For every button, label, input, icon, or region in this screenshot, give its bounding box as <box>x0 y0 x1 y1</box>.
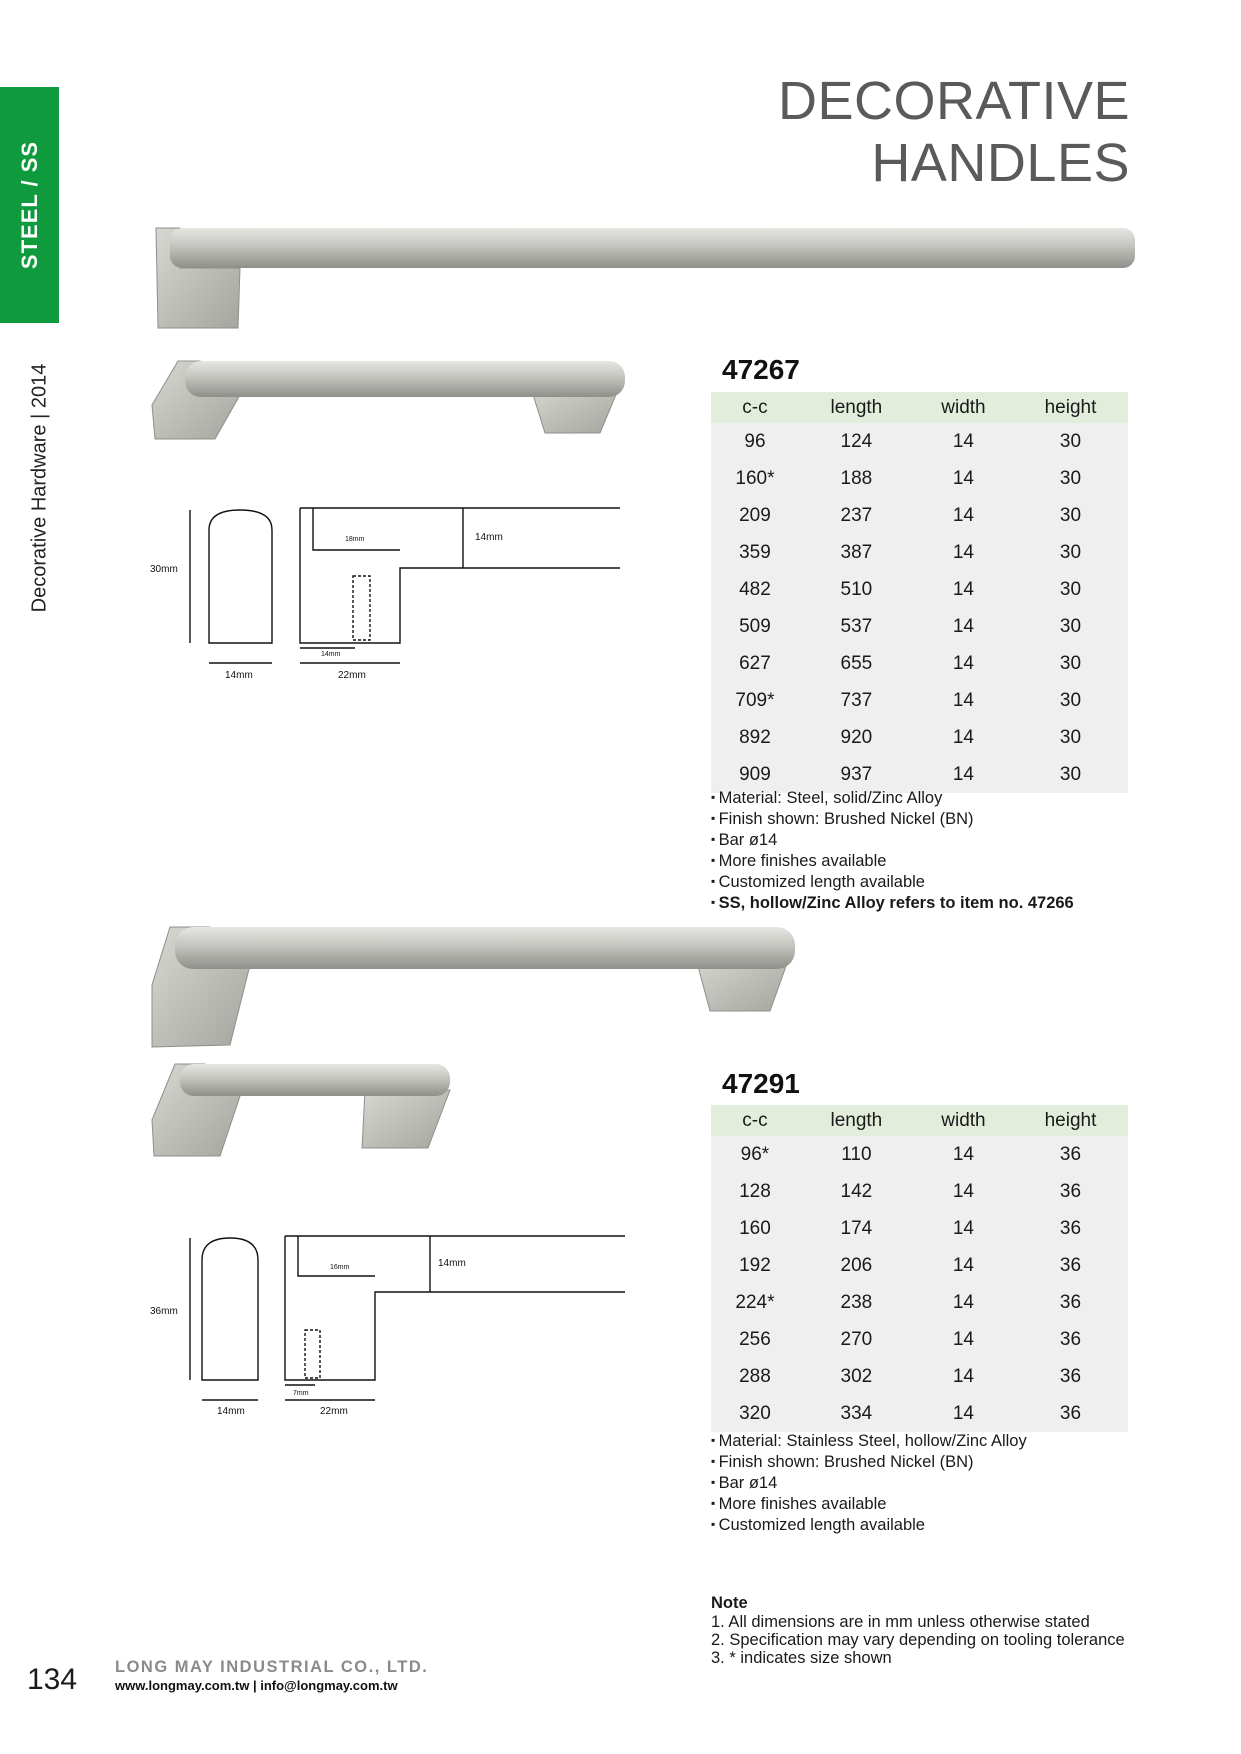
table-cell: 36 <box>1059 1180 1082 1202</box>
table-cell: 128 <box>739 1180 771 1202</box>
technical-drawing-47267 <box>145 500 625 690</box>
table-header-row <box>711 392 1128 423</box>
table-cell: 142 <box>840 1180 873 1202</box>
table-cell: 14 <box>952 504 974 526</box>
table-row <box>711 719 1128 756</box>
feature-item: ▪ Finish shown: Brushed Nickel (BN) <box>711 1451 1027 1472</box>
table-row <box>711 423 1128 460</box>
table-row <box>711 571 1128 608</box>
table-cell: 14 <box>952 1402 974 1424</box>
table-cell: 14 <box>952 1180 974 1202</box>
table-cell: 14 <box>952 1143 974 1165</box>
spec-table-47267 <box>711 392 1128 793</box>
note-line: 2. Specification may vary depending on tooling tolerance <box>711 1631 1125 1649</box>
table-cell: 124 <box>840 430 873 452</box>
note-title: Note <box>711 1594 748 1612</box>
table-row <box>711 1247 1128 1284</box>
drawing-height-label: 36mm <box>150 1306 178 1317</box>
table-cell: 224* <box>735 1291 775 1313</box>
table-cell: 334 <box>840 1402 873 1424</box>
table-row <box>711 460 1128 497</box>
table-cell: 36 <box>1059 1402 1082 1424</box>
drawing-bar-label: 14mm <box>217 1406 245 1417</box>
catalog-caption-text: Decorative Hardware | 2014 <box>28 363 50 612</box>
table-cell: 482 <box>739 578 771 600</box>
product-photo-handle-47291 <box>150 1060 460 1160</box>
table-cell: 359 <box>739 541 771 563</box>
drawing-height-label: 30mm <box>150 564 178 575</box>
table-row <box>711 534 1128 571</box>
spec-table-47291 <box>711 1105 1128 1432</box>
column-header: c-c <box>711 392 799 423</box>
feature-item: ▪ Customized length available <box>711 871 1074 892</box>
table-cell: 238 <box>840 1291 873 1313</box>
table-cell: 30 <box>1059 615 1082 637</box>
table-cell: 96* <box>740 1143 770 1165</box>
table-cell: 302 <box>840 1365 873 1387</box>
table-cell: 14 <box>952 1291 974 1313</box>
table-cell: 387 <box>840 541 873 563</box>
table-cell: 36 <box>1059 1365 1082 1387</box>
table-row <box>711 1395 1128 1432</box>
table-header-row <box>711 1105 1128 1136</box>
table-cell: 510 <box>840 578 873 600</box>
drawing-bar-offset-label: 18mm <box>345 536 365 543</box>
table-cell: 14 <box>952 763 974 785</box>
catalog-caption <box>10 355 69 620</box>
column-header: c-c <box>711 1105 799 1136</box>
table-cell: 892 <box>739 726 771 748</box>
table-cell: 30 <box>1059 763 1082 785</box>
table-cell: 188 <box>840 467 873 489</box>
table-row <box>711 1284 1128 1321</box>
feature-item: ▪ Material: Steel, solid/Zinc Alloy <box>711 787 1074 808</box>
table-cell: 14 <box>952 1254 974 1276</box>
table-cell: 14 <box>952 578 974 600</box>
product-id: 47267 <box>722 354 800 385</box>
drawing-base-label: 22mm <box>320 1406 348 1417</box>
table-cell: 320 <box>739 1402 771 1424</box>
table-cell: 14 <box>952 467 974 489</box>
feature-item-reference: ▪ SS, hollow/Zinc Alloy refers to item no. 47266 <box>711 892 1074 913</box>
feature-item: ▪ Bar ø14 <box>711 829 1074 850</box>
company-name: LONG MAY INDUSTRIAL CO., LTD. <box>115 1658 429 1676</box>
table-row <box>711 1136 1128 1173</box>
table-cell: 36 <box>1059 1328 1082 1350</box>
section-tab <box>0 87 59 323</box>
table-row <box>711 497 1128 534</box>
table-cell: 627 <box>739 652 771 674</box>
table-cell: 14 <box>952 652 974 674</box>
section-tab-label: STEEL / SS <box>16 140 42 270</box>
table-cell: 256 <box>739 1328 771 1350</box>
table-cell: 30 <box>1059 430 1082 452</box>
table-cell: 30 <box>1059 541 1082 563</box>
table-cell: 36 <box>1059 1143 1082 1165</box>
drawing-foot-label: 14mm <box>321 651 341 658</box>
drawing-bar-offset-label: 16mm <box>330 1264 350 1271</box>
table-cell: 655 <box>840 652 873 674</box>
table-row <box>711 1321 1128 1358</box>
column-header: height <box>1013 392 1128 423</box>
feature-item: ▪ More finishes available <box>711 1493 1027 1514</box>
table-cell: 206 <box>840 1254 873 1276</box>
feature-list-47267 <box>711 787 1074 913</box>
feature-item: ▪ Bar ø14 <box>711 1472 1027 1493</box>
table-cell: 14 <box>952 1217 974 1239</box>
table-cell: 192 <box>739 1254 771 1276</box>
company-contact: www.longmay.com.tw | info@longmay.com.tw <box>115 1678 398 1693</box>
table-cell: 174 <box>840 1217 873 1239</box>
table-cell: 14 <box>952 541 974 563</box>
product-photo-long-handle-47291 <box>150 925 800 1050</box>
column-header: width <box>914 392 1013 423</box>
product-photo-long-handle-47267 <box>150 220 1135 330</box>
table-cell: 30 <box>1059 504 1082 526</box>
feature-item: ▪ Material: Stainless Steel, hollow/Zinc Alloy <box>711 1430 1027 1451</box>
table-cell: 288 <box>739 1365 771 1387</box>
table-cell: 96 <box>744 430 766 452</box>
product-photo-handle-47267 <box>150 355 630 445</box>
table-cell: 937 <box>840 763 873 785</box>
table-cell: 110 <box>841 1143 872 1165</box>
table-cell: 209 <box>739 504 771 526</box>
note-block <box>711 1594 1125 1667</box>
table-cell: 36 <box>1059 1254 1082 1276</box>
table-cell: 30 <box>1059 689 1082 711</box>
column-header: height <box>1013 1105 1128 1136</box>
table-row <box>711 1173 1128 1210</box>
table-cell: 920 <box>840 726 873 748</box>
table-cell: 509 <box>739 615 771 637</box>
table-cell: 36 <box>1059 1291 1082 1313</box>
column-header: width <box>914 1105 1013 1136</box>
table-row <box>711 608 1128 645</box>
table-cell: 270 <box>840 1328 873 1350</box>
table-cell: 160* <box>735 467 775 489</box>
table-cell: 14 <box>952 689 974 711</box>
table-cell: 14 <box>952 430 974 452</box>
table-cell: 14 <box>952 726 974 748</box>
drawing-base-label: 22mm <box>338 670 366 681</box>
drawing-depth-label: 14mm <box>438 1258 466 1269</box>
feature-item: ▪ Customized length available <box>711 1514 1027 1535</box>
table-row <box>711 682 1128 719</box>
page-number: 134 <box>27 1663 78 1696</box>
drawing-depth-label: 14mm <box>475 532 503 543</box>
table-cell: 14 <box>952 1328 974 1350</box>
feature-item: ▪ More finishes available <box>711 850 1074 871</box>
table-cell: 30 <box>1059 726 1082 748</box>
feature-item: ▪ Finish shown: Brushed Nickel (BN) <box>711 808 1074 829</box>
table-cell: 160 <box>739 1217 771 1239</box>
table-cell: 14 <box>952 615 974 637</box>
note-line: 3. * indicates size shown <box>711 1649 892 1667</box>
table-cell: 537 <box>840 615 873 637</box>
technical-drawing-47291 <box>145 1230 625 1420</box>
drawing-foot-label: 7mm <box>293 1390 309 1397</box>
drawing-bar-label: 14mm <box>225 670 253 681</box>
table-cell: 909 <box>739 763 771 785</box>
table-row <box>711 1358 1128 1395</box>
feature-list-47291 <box>711 1430 1027 1535</box>
table-cell: 737 <box>840 689 873 711</box>
table-cell: 30 <box>1059 467 1082 489</box>
product-id: 47291 <box>722 1068 800 1099</box>
note-line: 1. All dimensions are in mm unless otherwise stated <box>711 1613 1090 1631</box>
column-header: length <box>799 392 914 423</box>
table-cell: 30 <box>1059 652 1082 674</box>
table-cell: 14 <box>952 1365 974 1387</box>
table-cell: 237 <box>840 504 873 526</box>
page-title: DECORATIVE HANDLES <box>777 71 1130 193</box>
table-cell: 709* <box>735 689 775 711</box>
table-cell: 30 <box>1059 578 1082 600</box>
column-header: length <box>799 1105 914 1136</box>
table-row <box>711 1210 1128 1247</box>
table-row <box>711 645 1128 682</box>
table-cell: 36 <box>1059 1217 1082 1239</box>
